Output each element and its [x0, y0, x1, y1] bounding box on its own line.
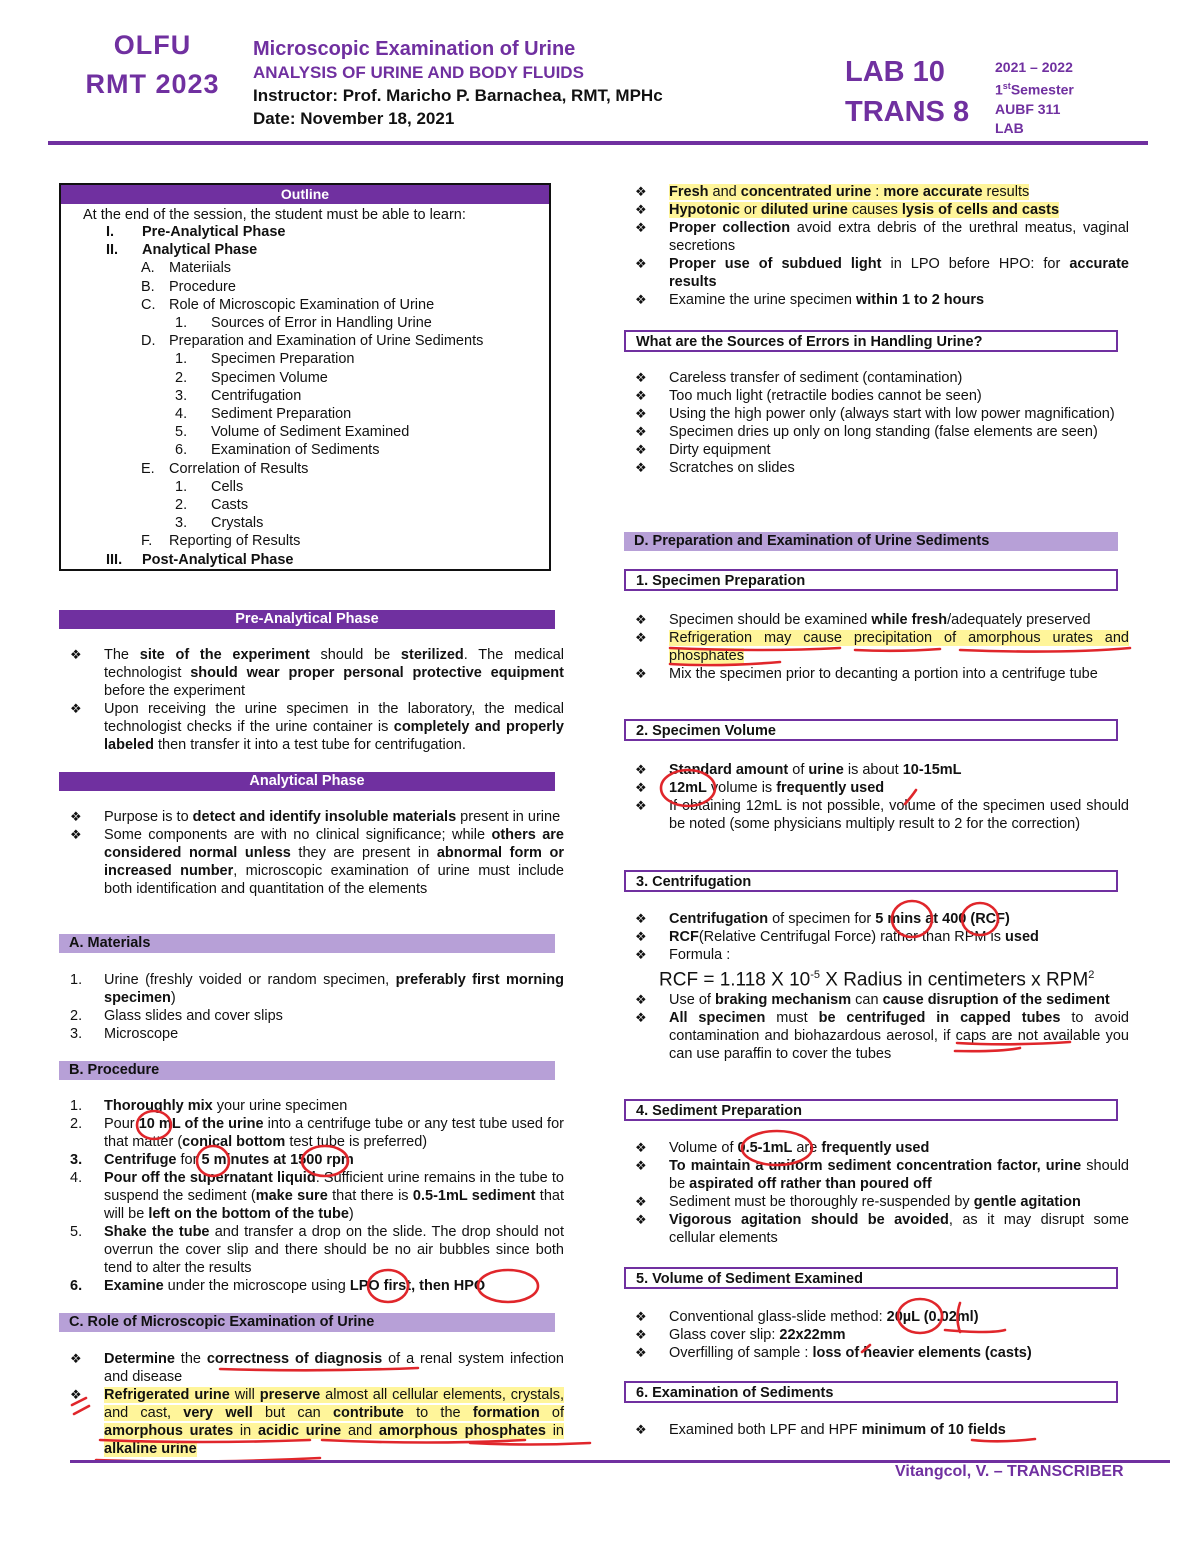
list-item: ❖ Formula :	[635, 947, 731, 963]
list-item: ❖ Proper use of subdued light in LPO before HPO: for accurate results	[635, 256, 1129, 290]
list-item: 4. Pour off the supernatant liquid. Sufficient urine remains in the tube to suspend the sediment (make sure that there is 0.5-1mL sediment that will be left on the bottom of the tube)	[70, 1170, 564, 1222]
list-item: ❖ Too much light (retractile bodies cannot be seen)	[635, 388, 982, 404]
list-item: ❖ Conventional glass-slide method: 20µL (0.02ml)	[635, 1309, 979, 1325]
centrifugation-list	[624, 910, 1129, 1063]
list-item: ❖ Specimen should be examined while fresh/adequately preserved	[635, 612, 1091, 628]
list-item: 1. Urine (freshly voided or random specimen, preferably first morning specimen)	[70, 972, 564, 1006]
list-item: ❖ Careless transfer of sediment (contamination)	[635, 370, 963, 386]
section-examination-sediments: 6. Examination of Sediments	[624, 1381, 1118, 1403]
list-item: ❖ Purpose is to detect and identify insoluble materials present in urine	[70, 809, 561, 825]
list-item: 5. Shake the tube and transfer a drop on the slide. The drop should not overrun the cover slip and there should be no air bubbles since both tend to alter the results	[70, 1224, 564, 1276]
general-list	[624, 183, 1129, 309]
section-specimen-preparation: 1. Specimen Preparation	[624, 569, 1118, 591]
list-item: ❖ Some components are with no clinical significance; while others are considered normal unless they are present in abnormal form or increased number, microscopic examination of urine must include both identification and quantitation of the elements	[70, 827, 564, 897]
list-item: 6. Examine under the microscope using LPO first, then HPO	[70, 1278, 486, 1294]
course-code: AUBF 311	[995, 100, 1061, 117]
list-item: ❖ Specimen dries up only on long standing (false elements are seen)	[635, 424, 1098, 440]
list-item: 2. Glass slides and cover slips	[70, 1008, 283, 1024]
outline-box	[59, 183, 551, 571]
list-item: ❖ Volume of 0.5-1mL are frequently used	[635, 1140, 930, 1156]
list-item: ❖ Examined both LPF and HPF minimum of 10 fields	[635, 1422, 1006, 1438]
list-item: ❖ RCF(Relative Centrifugal Force) rather than RPM is used	[635, 929, 1039, 945]
volume-examined-list	[624, 1308, 1129, 1362]
list-item: ❖ Scratches on slides	[635, 460, 795, 476]
org-name: OLFU	[113, 30, 192, 60]
list-item: ❖ Vigorous agitation should be avoided, as it may disrupt some cellular elements	[635, 1212, 1129, 1246]
list-item: ❖ Glass cover slip: 22x22mm	[635, 1327, 846, 1343]
list-item: ❖ Mix the specimen prior to decanting a portion into a centrifuge tube	[635, 666, 1098, 682]
outline-item: B. Procedure	[141, 278, 236, 295]
list-item: ❖ Using the high power only (always start with low power magnification)	[635, 406, 1115, 422]
school-year: 2021 – 2022	[995, 59, 1073, 75]
sediment-preparation-list	[624, 1139, 1129, 1247]
instructor: Instructor: Prof. Maricho P. Barnachea, RMT, MPHc	[253, 86, 663, 105]
outline-item: 1. Cells	[175, 478, 244, 495]
outline-item: III. Post-Analytical Phase	[106, 551, 294, 568]
doc-title: Microscopic Examination of Urine	[253, 38, 576, 60]
outline-item: D. Preparation and Examination of Urine Sediments	[141, 333, 484, 350]
outline-item: 2. Specimen Volume	[175, 369, 328, 386]
list-item: ❖ Sediment must be thoroughly re-suspended by gentle agitation	[635, 1194, 1081, 1210]
list-item: ❖ Use of braking mechanism can cause disruption of the sediment	[635, 992, 1110, 1009]
outline-item: E. Correlation of Results	[141, 460, 309, 477]
header-org	[70, 30, 235, 100]
rcf-formula: RCF = 1.118 X $10^{-5}$ X Radius in centimeters x RPM$^2$	[659, 969, 1095, 991]
list-item: ❖ Centrifugation of specimen for 5 mins at 400 (RCF)	[635, 911, 1010, 927]
lab-number: LAB 10	[845, 56, 945, 88]
section-errors: What are the Sources of Errors in Handling Urine?	[624, 330, 1118, 352]
outline-item: C. Role of Microscopic Examination of Urine	[141, 296, 435, 313]
section-specimen-volume: 2. Specimen Volume	[624, 719, 1118, 741]
list-item: 1. Thoroughly mix your urine specimen	[70, 1098, 348, 1114]
list-item: ❖ Refrigerated urine will preserve almost all cellular elements, crystals, and cast, very well but can contribute to the formation of amorphous urates in acidic urine and amorphous phosphates in alkaline urine	[70, 1387, 565, 1457]
outline-list	[61, 223, 549, 569]
list-item: ❖ All specimen must be centrifuged in capped tubes to avoid contamination and biohazardous aerosol, if caps are not available you can use paraffin to cover the tubes	[635, 1010, 1129, 1063]
transcriber: Vitangcol, V. – TRANSCRIBER	[895, 1463, 1124, 1480]
outline-item: 6. Examination of Sediments	[175, 442, 380, 459]
specimen-volume-list	[624, 761, 1129, 833]
examination-sediments-list	[624, 1421, 1129, 1439]
list-item: ❖ Examine the urine specimen within 1 to 2 hours	[635, 292, 985, 308]
section-analytical: Analytical Phase	[59, 772, 555, 791]
specimen-preparation-list	[624, 611, 1129, 683]
header-rule	[48, 141, 1148, 145]
list-item: ❖ Upon receiving the urine specimen in the laboratory, the medical technologist checks if the urine container is completely and properly labeled then transfer it into a test tube for centrifugation.	[70, 701, 564, 753]
outline-item: 3. Centrifugation	[175, 387, 302, 404]
outline-item: 4. Sediment Preparation	[175, 406, 352, 423]
list-item: ❖ The site of the experiment should be sterilized. The medical technologist should wear proper personal protective equipment before the experiment	[70, 647, 565, 699]
outline-intro: At the end of the session, the student must be able to learn:	[83, 207, 466, 223]
batch-name: RMT 2023	[85, 69, 220, 99]
header-info	[253, 38, 663, 130]
section-materials: A. Materials	[59, 934, 555, 953]
errors-list	[624, 369, 1129, 477]
outline-item: 5. Volume of Sediment Examined	[175, 424, 410, 441]
lab-label	[845, 52, 969, 132]
list-item: 3. Centrifuge for 5 minutes at 1500 rpm	[70, 1152, 354, 1168]
date: Date: November 18, 2021	[253, 109, 455, 128]
list-item: ❖ 12mL volume is frequently used	[635, 780, 885, 796]
analytical-list	[59, 808, 564, 898]
outline-item: A. Materiials	[141, 260, 232, 277]
list-item: ❖ Refrigeration may cause precipitation of amorphous urates and phosphates	[635, 630, 1129, 664]
section-role: C. Role of Microscopic Examination of Urine	[59, 1313, 555, 1332]
course-name: ANALYSIS OF URINE AND BODY FLUIDS	[253, 63, 584, 82]
list-item: ❖ Overfilling of sample : loss of heavier elements (casts)	[635, 1345, 1032, 1361]
list-item: ❖ Dirty equipment	[635, 442, 771, 458]
pre-analytical-list	[59, 646, 564, 754]
role-list	[59, 1350, 564, 1458]
list-item: ❖ If obtaining 12mL is not possible, volume of the specimen used should be noted (some physicians multiply result to 2 for the correction)	[635, 798, 1129, 832]
section-pre-analytical: Pre-Analytical Phase	[59, 610, 555, 629]
term-info	[995, 58, 1074, 138]
section-preparation: D. Preparation and Examination of Urine Sediments	[624, 532, 1118, 551]
outline-item: 1. Specimen Preparation	[175, 351, 355, 368]
outline-title: Outline	[61, 185, 549, 204]
section-sediment-preparation: 4. Sediment Preparation	[624, 1099, 1118, 1121]
outline-item: 2. Casts	[175, 497, 249, 514]
materials-list	[59, 971, 564, 1043]
list-item: ❖ Hypotonic or diluted urine causes lysis of cells and casts	[635, 202, 1060, 218]
section-centrifugation: 3. Centrifugation	[624, 870, 1118, 892]
semester: 1stSemester	[995, 81, 1074, 98]
list-item: ❖ Fresh and concentrated urine : more accurate results	[635, 184, 1030, 200]
list-item: ❖ Proper collection avoid extra debris of the urethral meatus, vaginal secretions	[635, 220, 1129, 254]
outline-item: F. Reporting of Results	[141, 533, 301, 550]
trans-number: TRANS 8	[845, 96, 970, 128]
outline-item: 1. Sources of Error in Handling Urine	[175, 315, 432, 332]
section-procedure: B. Procedure	[59, 1061, 555, 1080]
list-item: ❖ To maintain a uniform sediment concentration factor, urine should be aspirated off rather than poured off	[635, 1158, 1129, 1192]
outline-item: II. Analytical Phase	[106, 242, 258, 259]
list-item: ❖ Determine the correctness of diagnosis of a renal system infection and disease	[70, 1351, 564, 1385]
procedure-list	[59, 1097, 564, 1295]
list-item: ❖ Standard amount of urine is about 10-15mL	[635, 762, 962, 778]
course-type: LAB	[995, 119, 1024, 136]
list-item: 2. Pour 10 mL of the urine into a centrifuge tube or any test tube used for that matter (conical bottom test tube is preferred)	[70, 1116, 564, 1150]
list-item: 3. Microscope	[70, 1026, 179, 1042]
outline-item: I. Pre-Analytical Phase	[106, 224, 286, 240]
section-volume-examined: 5. Volume of Sediment Examined	[624, 1267, 1118, 1289]
outline-item: 3. Crystals	[175, 515, 264, 532]
